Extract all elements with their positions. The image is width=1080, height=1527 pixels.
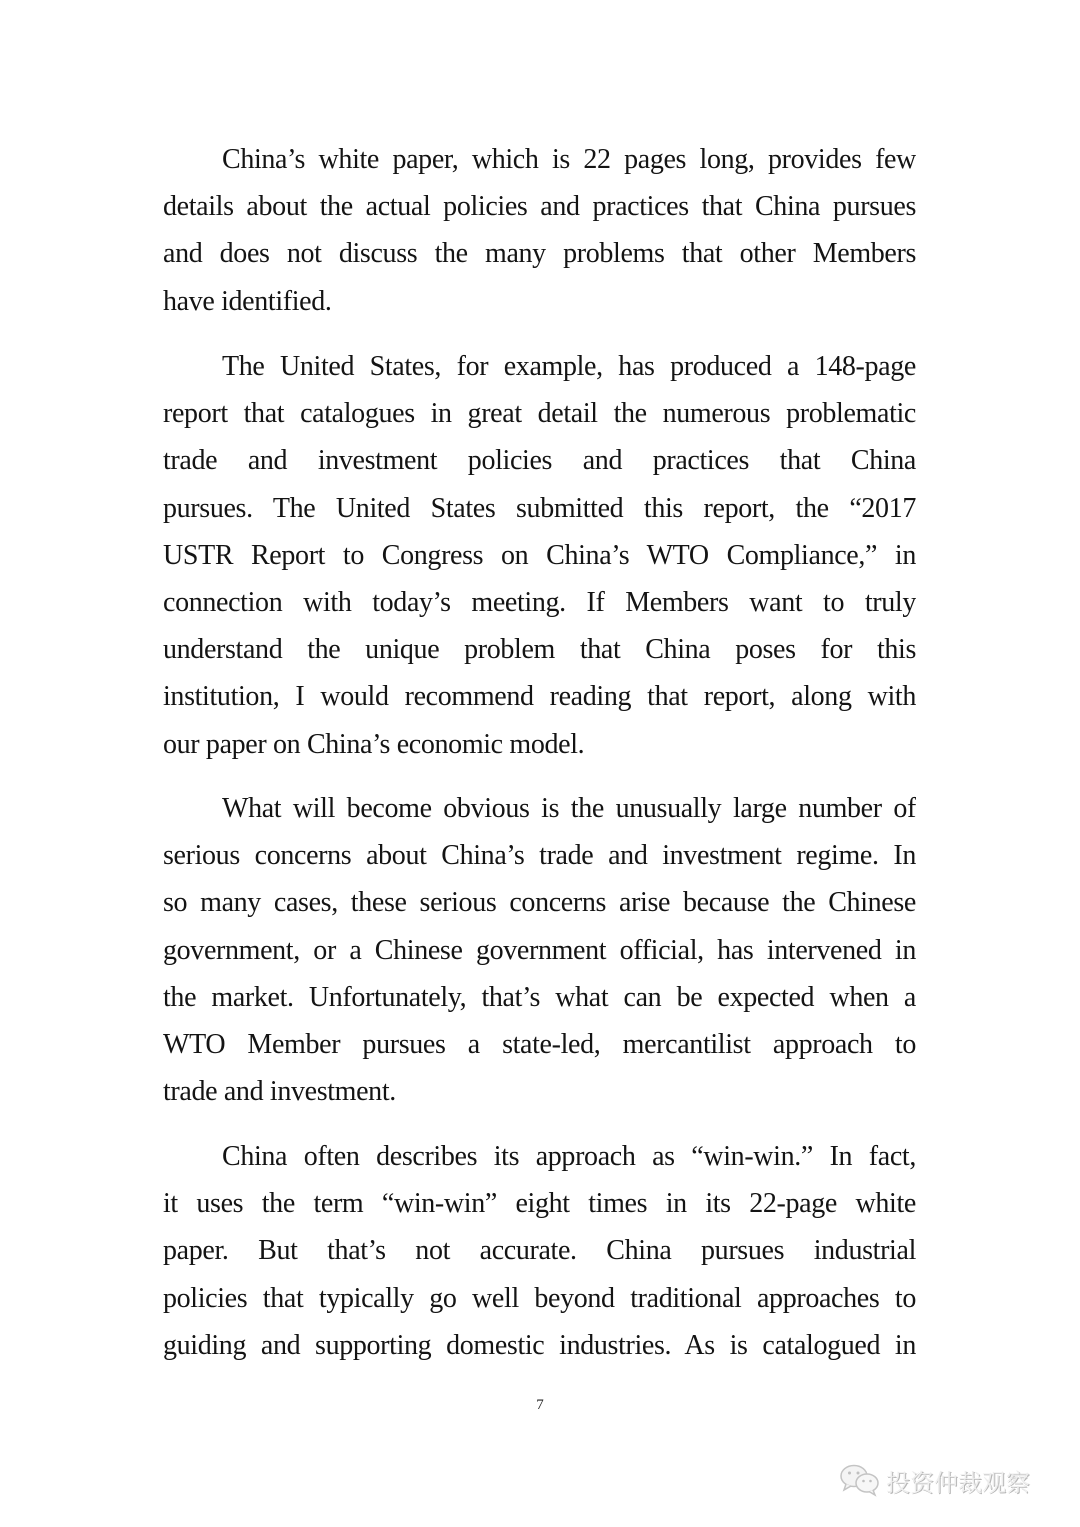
text-line: pursues. The United States submitted this report, the “2017 bbox=[163, 492, 916, 524]
text-line: details about the actual policies and practices that China pursues bbox=[163, 191, 916, 223]
text-line: connection with today’s meeting. If Members want to truly bbox=[163, 586, 916, 618]
text-line: have identified. bbox=[163, 285, 332, 317]
text-line: policies that typically go well beyond traditional approaches to bbox=[163, 1282, 916, 1314]
text-line: trade and investment policies and practices that China bbox=[163, 445, 916, 477]
paragraph-4 bbox=[163, 1133, 916, 1369]
wechat-icon bbox=[838, 1463, 882, 1497]
watermark-text: 投资仲裁观察 bbox=[886, 1468, 1030, 1497]
page-number: 7 bbox=[536, 1397, 544, 1413]
text-line: so many cases, these serious concerns arise because the Chinese bbox=[163, 887, 916, 919]
watermark bbox=[838, 1462, 1030, 1498]
text-line: institution, I would recommend reading that report, along with bbox=[163, 681, 916, 713]
paragraph-3 bbox=[163, 785, 916, 1115]
text-line: government, or a Chinese government official, has intervened in bbox=[163, 934, 916, 966]
text-line: serious concerns about China’s trade and investment regime. In bbox=[163, 840, 916, 872]
text-line: guiding and supporting domestic industries. As is catalogued in bbox=[163, 1329, 916, 1361]
text-line: our paper on China’s economic model. bbox=[163, 728, 585, 760]
text-line: trade and investment. bbox=[163, 1076, 396, 1108]
text-line: WTO Member pursues a state-led, mercantilist approach to bbox=[163, 1028, 916, 1060]
text-line: report that catalogues in great detail the numerous problematic bbox=[163, 398, 916, 430]
text-line: the market. Unfortunately, that’s what can be expected when a bbox=[163, 981, 916, 1013]
text-line: China often describes its approach as “win-win.” In fact, bbox=[222, 1141, 916, 1172]
text-line: understand the unique problem that China poses for this bbox=[163, 634, 916, 666]
text-line: What will become obvious is the unusually large number of bbox=[222, 793, 916, 824]
text-line: paper. But that’s not accurate. China pursues industrial bbox=[163, 1235, 916, 1267]
text-line: USTR Report to Congress on China’s WTO Compliance,” in bbox=[163, 539, 916, 571]
text-line: China’s white paper, which is 22 pages long, provides few bbox=[222, 144, 916, 175]
text-line: and does not discuss the many problems that other Members bbox=[163, 238, 916, 270]
paragraph-1 bbox=[163, 136, 916, 325]
paragraph-2 bbox=[163, 343, 916, 768]
text-line: it uses the term “win-win” eight times in its 22-page white bbox=[163, 1188, 916, 1220]
text-line: The United States, for example, has produced a 148-page bbox=[222, 351, 916, 382]
